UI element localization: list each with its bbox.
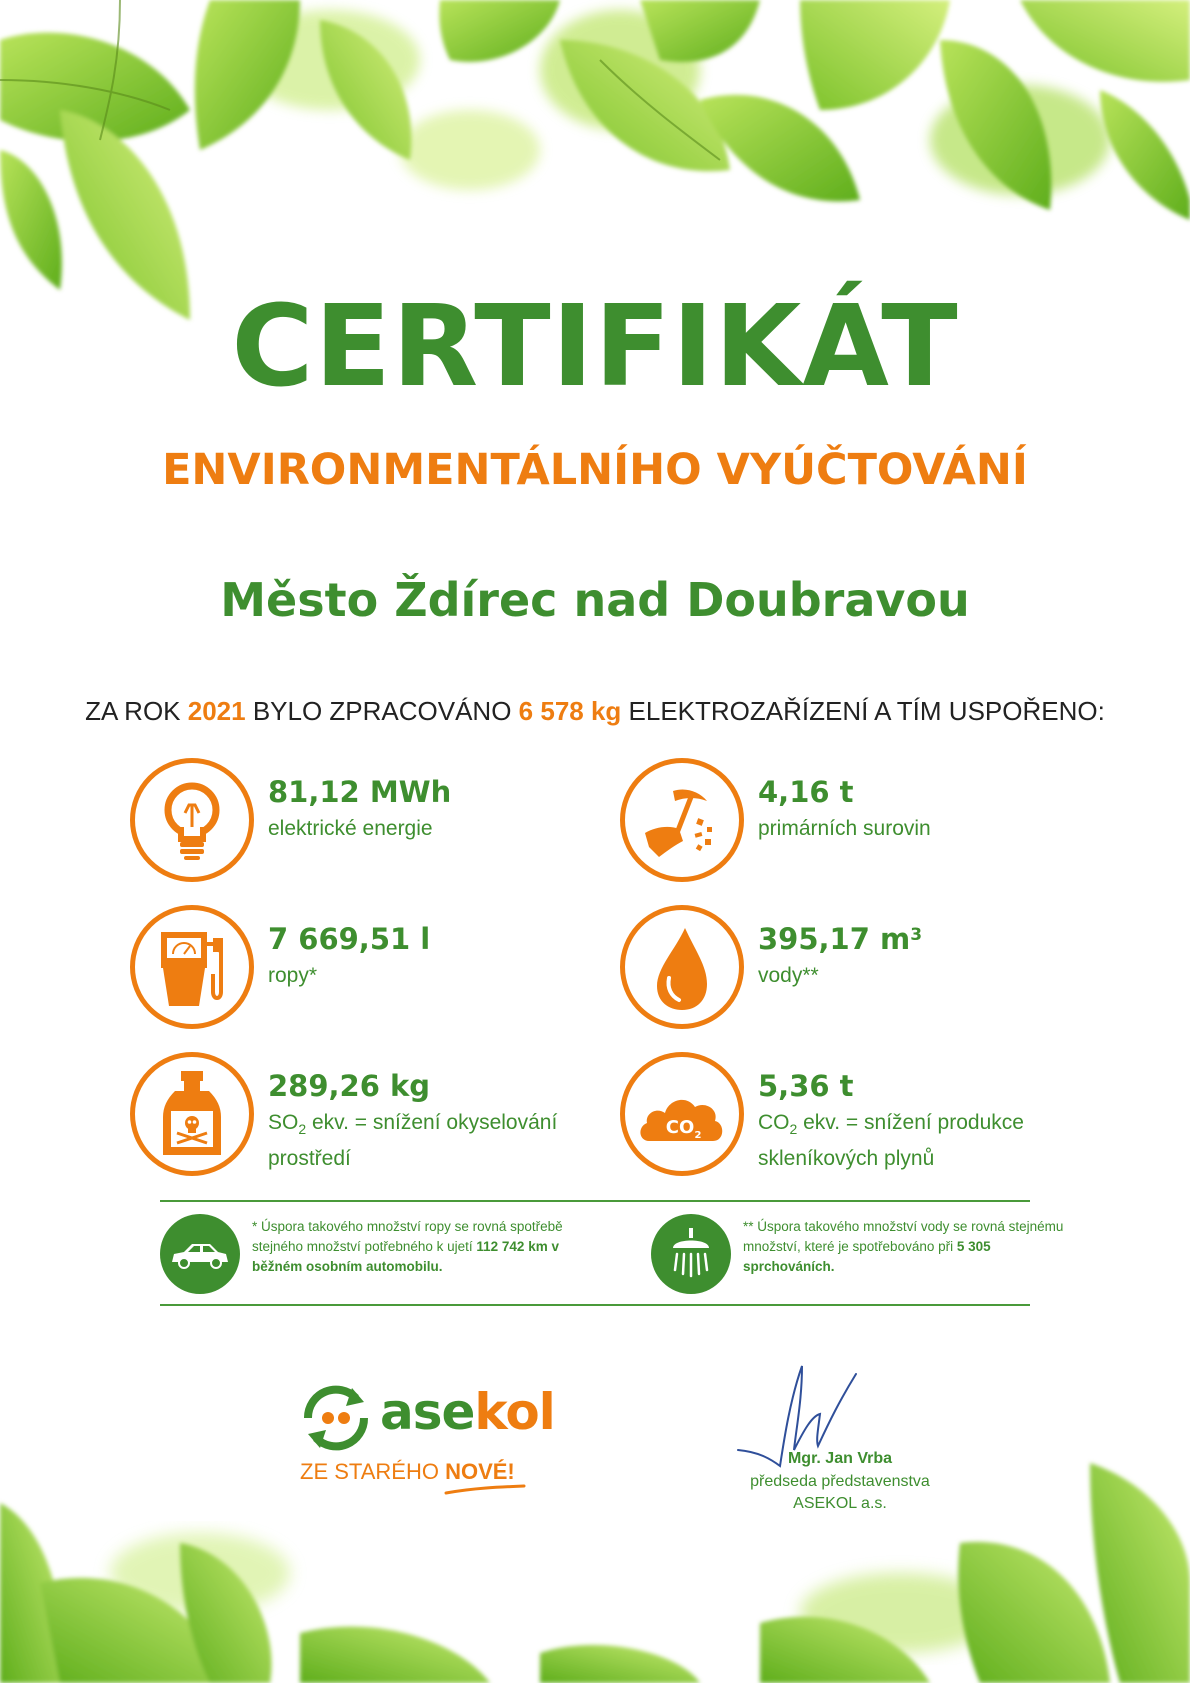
car-icon	[160, 1214, 240, 1294]
stat-co2-desc-subscript: 2	[789, 1121, 798, 1138]
asekol-word-a: ase	[380, 1383, 475, 1441]
summary-middle: BYLO ZPRACOVÁNO	[245, 696, 519, 726]
poison-bottle-icon	[130, 1052, 254, 1176]
summary-year: 2021	[187, 696, 246, 726]
stat-co2-desc-formula: CO	[758, 1111, 790, 1134]
note-shower-plain: ** Úspora takového množství vody se rovná stejnému množství, které je spotřebováno při	[743, 1219, 1064, 1254]
leaves-bottom-decoration	[0, 1423, 1190, 1683]
summary-amount: 6 578 kg	[518, 696, 622, 726]
signature-block	[690, 1360, 990, 1520]
stat-raw-materials-value: 4,16 t	[758, 775, 854, 809]
stat-oil-value: 7 669,51 l	[268, 922, 431, 956]
stat-so2-value: 289,26 kg	[268, 1069, 431, 1103]
note-car-bold: 112 742 km v běžném osobním automobilu.	[252, 1239, 559, 1274]
divider-bottom	[160, 1304, 1030, 1306]
divider-top	[160, 1200, 1030, 1202]
co2-icon-subscript: 2	[694, 1130, 702, 1141]
stat-raw-materials	[620, 758, 1100, 888]
stat-oil	[130, 905, 610, 1035]
stat-so2-desc-subscript: 2	[298, 1121, 307, 1138]
stat-water-desc: vody**	[758, 964, 819, 987]
summary-line	[0, 694, 1190, 728]
co2-cloud-icon	[620, 1052, 744, 1176]
stat-water-unit-exponent: 3	[910, 925, 923, 945]
asekol-word-b: kol	[474, 1383, 555, 1441]
signer-name: Mgr. Jan Vrba	[787, 1450, 893, 1467]
stat-so2-desc-formula: SO	[268, 1111, 299, 1134]
note-shower	[651, 1214, 1081, 1304]
stat-co2-desc	[758, 1108, 1118, 1173]
stat-water-number: 395,17 m	[758, 922, 911, 956]
light-bulb-icon	[130, 758, 254, 882]
summary-suffix: ELEKTROZAŘÍZENÍ A TÍM USPOŘENO:	[621, 696, 1105, 726]
stat-co2-desc-text: ekv. = snížení produkce skleníkových plynů	[758, 1111, 1024, 1171]
stat-co2	[620, 1052, 1100, 1182]
co2-icon-label: CO	[665, 1117, 695, 1138]
recipient-name: Město Ždírec nad Doubravou	[220, 573, 970, 627]
stat-electricity-desc: elektrické energie	[268, 817, 433, 840]
stat-co2-value: 5,36 t	[758, 1069, 854, 1103]
stat-electricity-value: 81,12 MWh	[268, 775, 452, 809]
stat-raw-materials-desc: primárních surovin	[758, 817, 931, 840]
note-car	[160, 1214, 590, 1304]
tagline-underline	[444, 1484, 526, 1496]
asekol-tagline	[300, 1458, 515, 1486]
stat-electricity	[130, 758, 610, 888]
note-car-text	[252, 1217, 592, 1277]
certificate-title: CERTIFIKÁT	[231, 282, 959, 412]
stat-so2-desc-text: ekv. = snížení okyselování prostředí	[268, 1111, 558, 1171]
shower-icon	[651, 1214, 731, 1294]
note-shower-bold: 5 305 sprchováních.	[743, 1239, 991, 1274]
leaves-top-decoration	[0, 0, 1190, 330]
asekol-wordmark	[380, 1382, 555, 1442]
signer-role: předseda představenstva	[750, 1473, 930, 1490]
certificate-subtitle: ENVIRONMENTÁLNÍHO VYÚČTOVÁNÍ	[162, 445, 1028, 495]
stat-so2	[130, 1052, 610, 1182]
asekol-recycle-icon	[298, 1380, 374, 1456]
note-shower-text	[743, 1217, 1083, 1277]
stat-water-value	[758, 921, 922, 957]
note-car-plain: * Úspora takového množství ropy se rovná spotřebě stejného množství potřebného k ujetí	[252, 1219, 563, 1254]
tagline-a: ZE STARÉHO	[300, 1459, 446, 1484]
summary-prefix: ZA ROK	[85, 696, 188, 726]
stat-oil-desc: ropy*	[268, 964, 318, 987]
asekol-logo	[298, 1376, 555, 1496]
pickaxe-icon	[620, 758, 744, 882]
stat-water	[620, 905, 1100, 1035]
fuel-pump-icon	[130, 905, 254, 1029]
stat-so2-desc	[268, 1108, 628, 1173]
water-drop-icon	[620, 905, 744, 1029]
signer-organization: ASEKOL a.s.	[793, 1495, 887, 1512]
tagline-b: NOVÉ!	[445, 1459, 515, 1484]
